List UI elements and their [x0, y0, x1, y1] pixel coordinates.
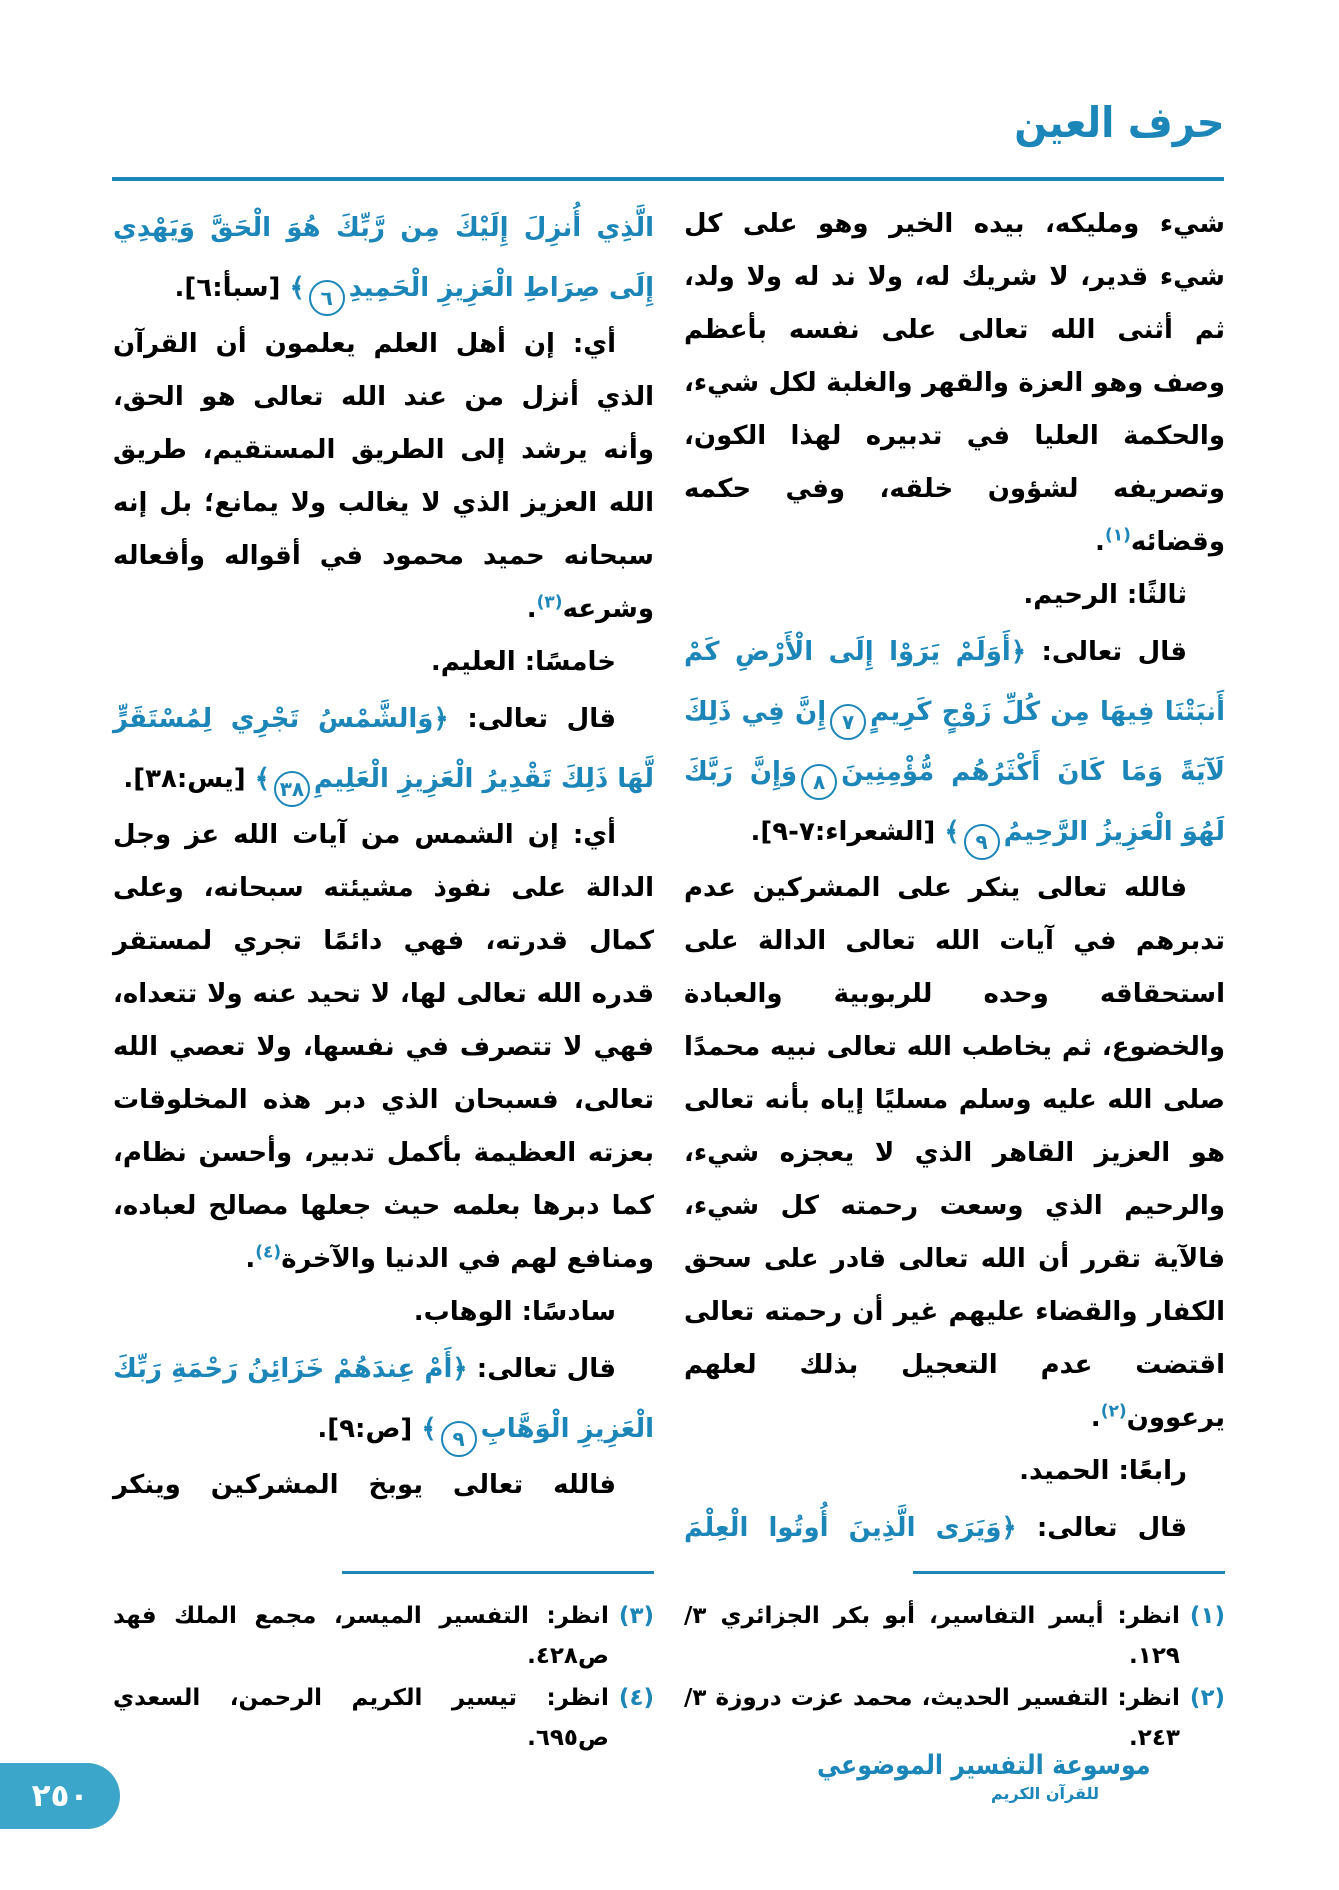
footnote-text: انظر: تيسير الكريم الرحمن، السعدي ص٦٩٥. [113, 1685, 609, 1751]
period: . [526, 594, 537, 624]
header-rule [112, 177, 1224, 181]
footnote [113, 1596, 654, 1676]
paragraph [684, 862, 1225, 1445]
period: . [245, 1244, 256, 1274]
footnote-number: (٣) [618, 1603, 654, 1629]
verse-block [113, 1339, 654, 1459]
quran-verse: أَمْ عِندَهُمْ خَزَائِنُ رَحْمَةِ رَبِّكَ الْعَزِيزِ الْوَهَّابِ [113, 1354, 654, 1444]
section-heading: ثالثًا: الرحيم. [1023, 580, 1187, 610]
footnote-marker: (١) [1104, 525, 1131, 546]
column-right-body [684, 198, 1225, 1558]
column-right [684, 198, 1225, 1758]
footnote [684, 1596, 1225, 1676]
ayah-marker: ٩ [441, 1421, 477, 1457]
qala-label: قال تعالى: [467, 1354, 617, 1384]
quran-verse-close: ﴾ [421, 1414, 437, 1444]
footnote-separator [913, 1571, 1225, 1574]
qala-label: قال تعالى: [448, 704, 616, 734]
verse-reference: [الشعراء:٧-٩]. [750, 817, 945, 847]
footnote-separator [342, 1571, 654, 1574]
quran-verse: أَوَلَمْ يَرَوْا إِلَى الْأَرْضِ كَمْ أَنبَتْنَا فِيهَا مِن كُلِّ زَوْجٍ كَرِيمٍ [684, 637, 1225, 727]
footnote-marker: (٤) [255, 1242, 282, 1263]
section-heading: خامسًا: العليم. [430, 647, 616, 677]
section-heading: سادسًا: الوهاب. [413, 1297, 616, 1327]
qala-label: قال تعالى: [1026, 637, 1187, 667]
verse-reference: [سبأ:٦]. [174, 273, 290, 303]
quran-verse-open: ﴿ [1010, 637, 1027, 667]
verse-block [113, 198, 654, 318]
section-heading: رابعًا: الحميد. [1019, 1456, 1187, 1486]
ayah-marker: ٦ [309, 280, 345, 316]
footnote [113, 1678, 654, 1758]
quran-verse-open: ﴿ [1001, 1513, 1017, 1543]
quran-verse-close: ﴾ [254, 764, 270, 794]
verse-reference: [يس:٣٨]. [123, 764, 255, 794]
footnote-marker: (٢) [1100, 1401, 1127, 1422]
period: . [1090, 1403, 1101, 1433]
quran-verse-close: ﴾ [289, 273, 305, 303]
footnote-number: (٤) [618, 1685, 654, 1711]
paragraph [113, 318, 654, 636]
ayah-marker: ٧ [830, 704, 866, 740]
quran-verse-open: ﴿ [433, 704, 449, 734]
paragraph-text: أي: إن أهل العلم يعلمون أن القرآن الذي أنزل من عند الله تعالى هو الحق، وأنه يرشد إلى الطريق المستقيم، طريق الله العزيز الذي لا يغالب ولا يمانع؛ بل إنه سبحانه حميد محمود في أقواله وأفعاله وشرعه [113, 329, 654, 624]
ayah-marker: ٩ [964, 824, 1000, 860]
column-left-body [113, 198, 654, 1512]
page-number-badge: ٢٥٠ [0, 1763, 120, 1829]
verse-block [684, 622, 1225, 862]
footnote [684, 1678, 1225, 1758]
quran-verse-close: ﴾ [944, 817, 960, 847]
verse-block [113, 689, 654, 809]
paragraph [684, 198, 1225, 569]
footnotes-right [684, 1571, 1225, 1758]
footnotes-left [113, 1571, 654, 1758]
quran-verse: الَّذِي أُنزِلَ إِلَيْكَ مِن رَّبِّكَ هُوَ الْحَقَّ وَيَهْدِي إِلَى صِرَاطِ الْعَزِيزِ الْحَمِيدِ [113, 213, 654, 303]
publisher-logo-title: موسوعة التفسير الموضوعي [816, 1750, 1151, 1781]
footnote-marker: (٣) [536, 592, 563, 613]
footnote-number: (١) [1189, 1603, 1225, 1629]
quran-verse: وَإِنَّ رَبَّكَ لَهُوَ الْعَزِيزُ الرَّحِيمُ [684, 757, 1225, 847]
verse-block [684, 1498, 1225, 1558]
paragraph-text: فالله تعالى ينكر على المشركين عدم تدبرهم في آيات الله تعالى الدالة على استحقاقه وحده للربوبية والعبادة والخضوع، ثم يخاطب الله تعالى نبيه محمدًا صلى الله عليه وسلم مسليًا إياه بأنه تعالى هو العزيز القاهر الذي لا يعجزه شيء، والرحيم الذي وسعت رحمته كل شيء، فالآية تقرر أن الله تعالى قادر على سحق الكفار والقضاء عليهم غير أن رحمته تعالى اقتضت عدم التعجيل بذلك لعلهم يرعوون [684, 873, 1225, 1433]
paragraph [113, 1459, 654, 1512]
verse-reference: [ص:٩]. [317, 1414, 422, 1444]
footnote-number: (٢) [1189, 1685, 1225, 1711]
paragraph [113, 809, 654, 1286]
paragraph-text: شيء ومليكه، بيده الخير وهو على كل شيء قدير، لا شريك له، ولا ند له ولا ولد، ثم أثنى الله تعالى على نفسه بأعظم وصف وهو العزة والقهر والغلبة لكل شيء، والحكمة العليا في تدبيره لهذا الكون، وتصريفه لشؤون خلقه، وفي حكمه وقضائه [684, 209, 1225, 557]
qala-label: قال تعالى: [1016, 1513, 1187, 1543]
ayah-marker: ٨ [801, 764, 837, 800]
column-left [113, 198, 654, 1758]
quran-verse: إِنَّ فِي ذَلِكَ لَآيَةً وَمَا كَانَ أَكْثَرُهُم مُّؤْمِنِينَ [684, 697, 1225, 787]
footnote-text: انظر: أيسر التفاسير، أبو بكر الجزائري ٣/ ١٢٩. [684, 1603, 1180, 1669]
period: . [1095, 527, 1105, 557]
quran-verse: وَالشَّمْسُ تَجْرِي لِمُسْتَقَرٍّ لَّهَا ذَلِكَ تَقْدِيرُ الْعَزِيزِ الْعَلِيمِ [113, 704, 654, 794]
main-content [113, 198, 1225, 1758]
footnote-text: انظر: التفسير الميسر، مجمع الملك فهد ص٤٢٨. [113, 1603, 609, 1669]
publisher-logo-subtitle: للقرآن الكريم [990, 1784, 1100, 1804]
quran-verse-open: ﴿ [452, 1354, 468, 1384]
paragraph-text: أي: إن الشمس من آيات الله عز وجل الدالة على نفوذ مشيئته سبحانه، وعلى كمال قدرته، فهي دائمًا تجري لمستقر قدره الله تعالى لها، لا تحيد عنه ولا تتعداه، فهي لا تتصرف في نفسها، ولا تعصي الله تعالى، فسبحان الذي دبر هذه المخلوقات بعزته العظيمة بأكمل تدبير، وأحسن نظام، كما دبرها بعلمه حيث جعلها مصالح لعباده، ومنافع لهم في الدنيا والآخرة [113, 820, 654, 1274]
footnote-text: انظر: التفسير الحديث، محمد عزت دروزة ٣/ ٢٤٣. [684, 1685, 1180, 1751]
paragraph-text: فالله تعالى يوبخ المشركين وينكر [113, 1470, 616, 1500]
quran-verse: وَيَرَى الَّذِينَ أُوتُوا الْعِلْمَ [684, 1513, 1002, 1543]
publisher-logo [816, 1750, 1165, 1804]
ayah-marker: ٣٨ [274, 771, 310, 807]
chapter-header-title: حرف العين [1014, 98, 1225, 147]
